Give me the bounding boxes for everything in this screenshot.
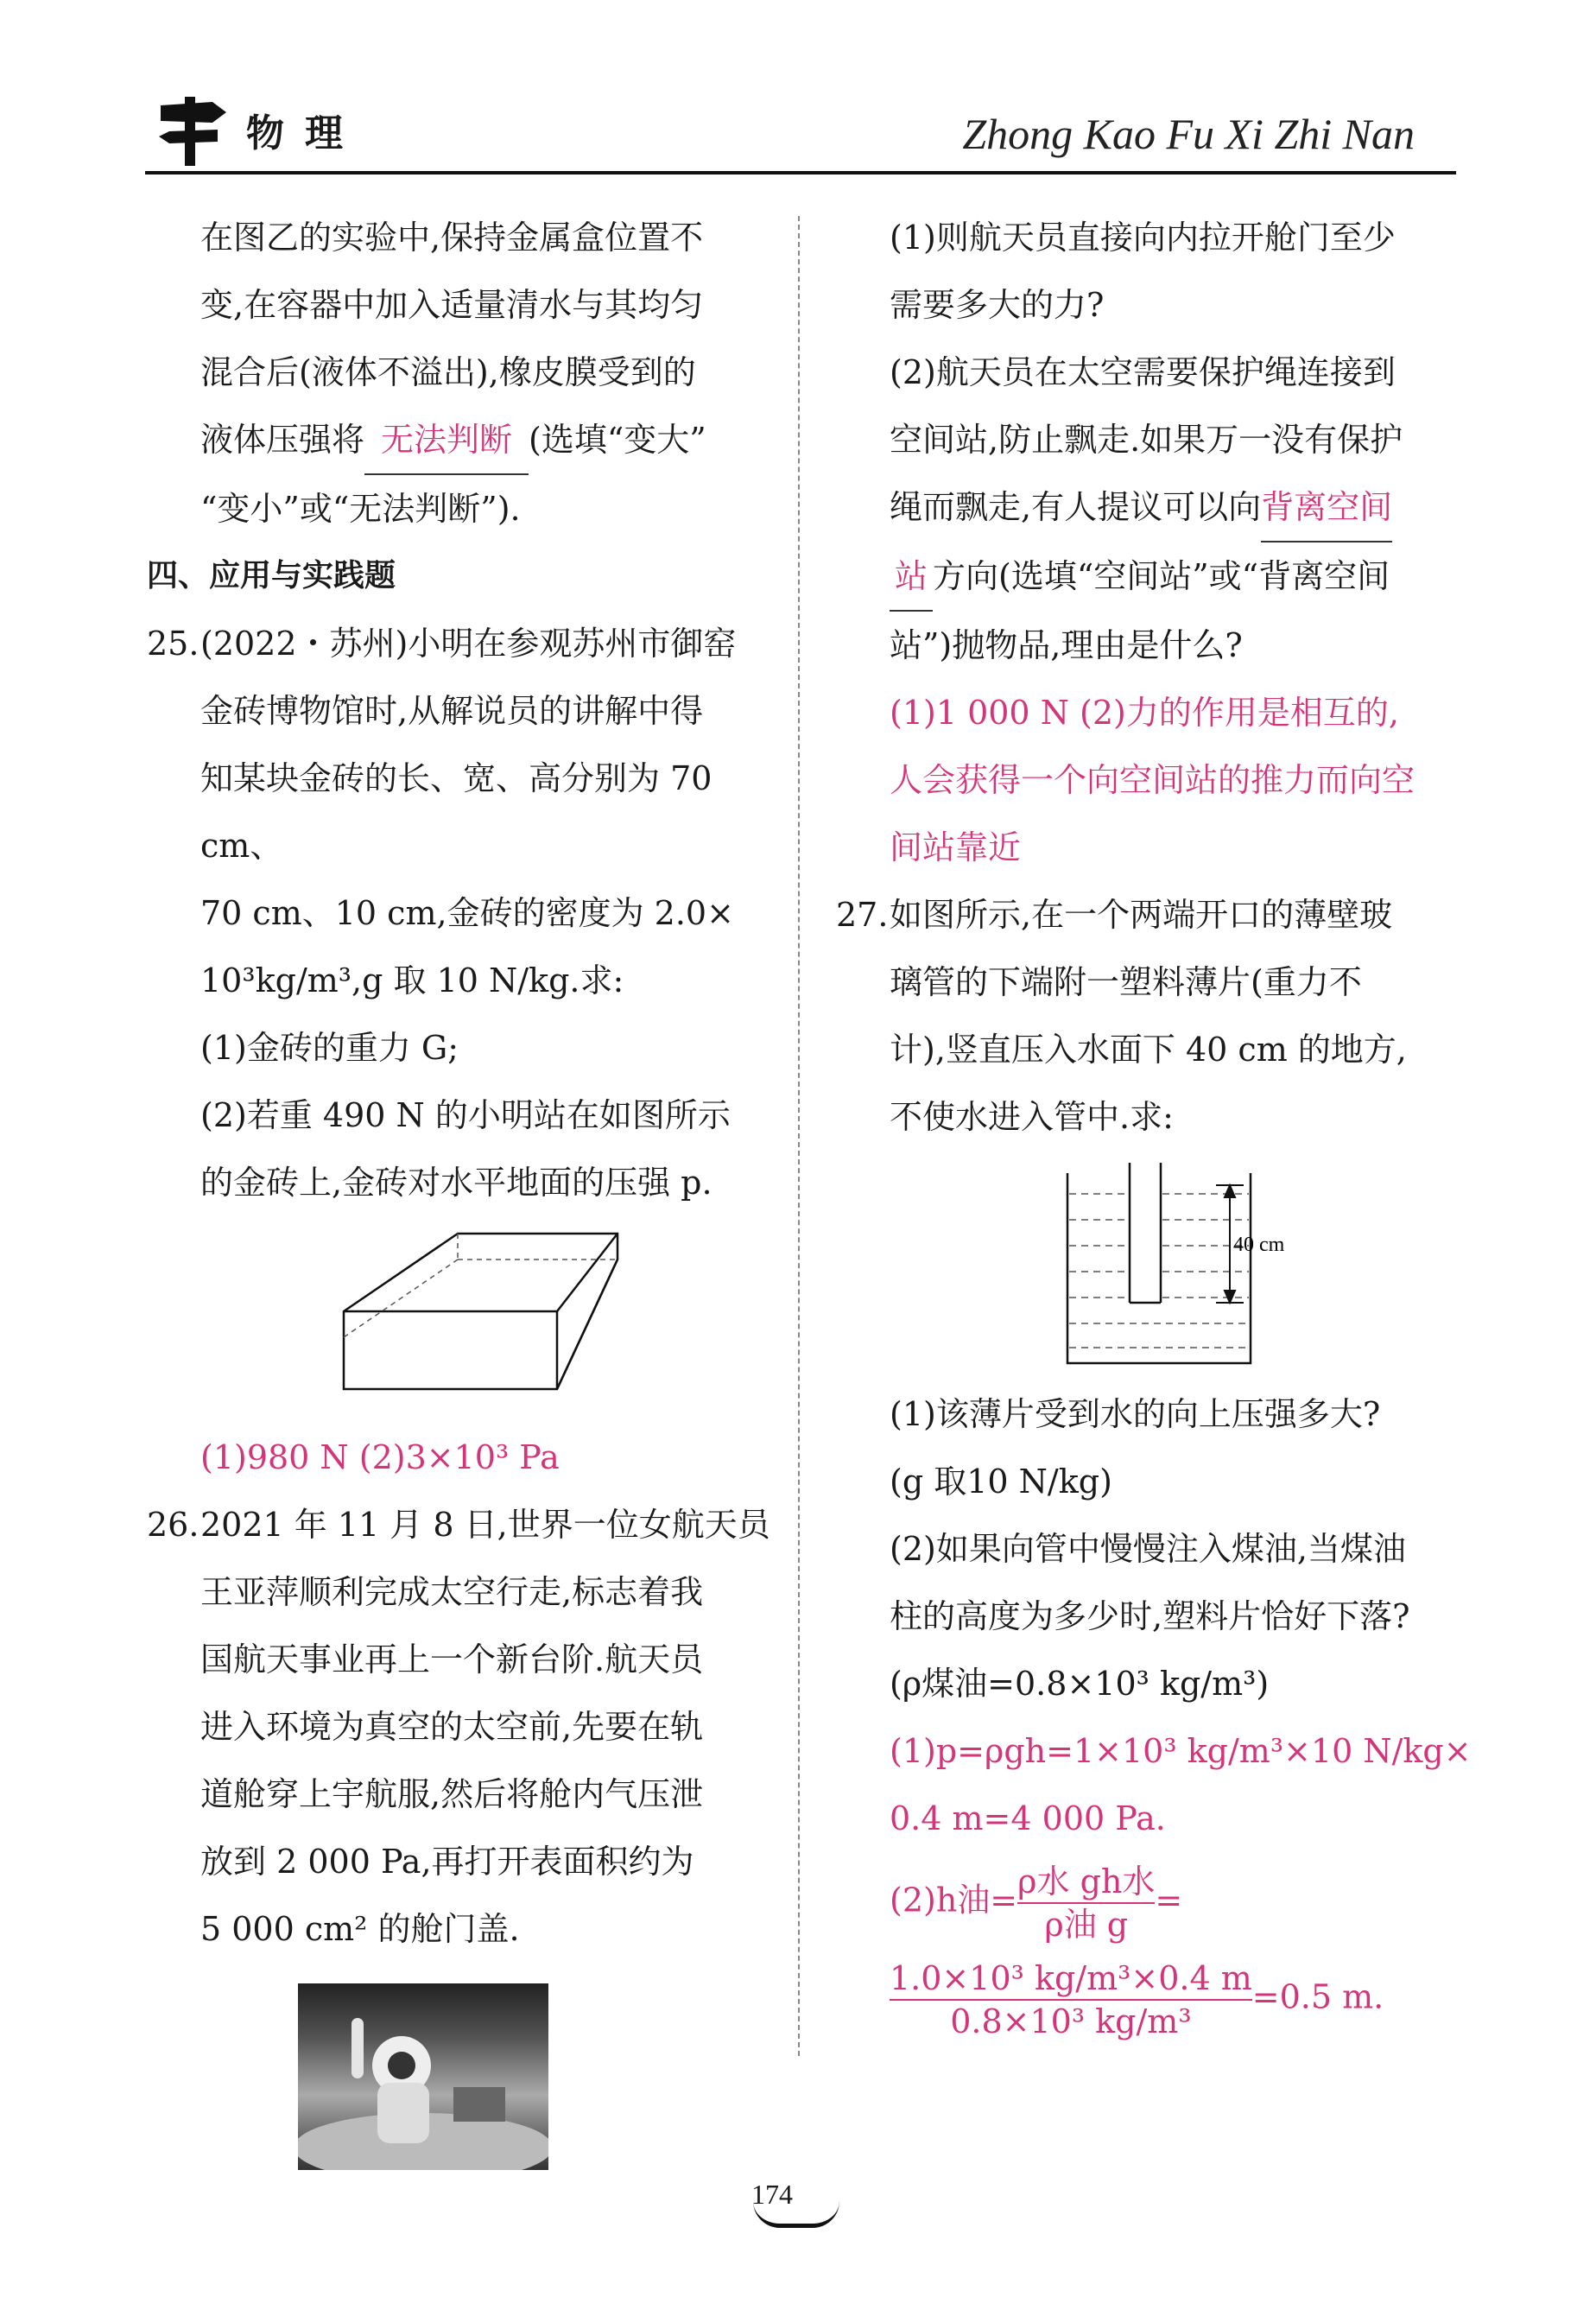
q25-answer: (1)980 N (2)3×10³ Pa	[200, 1438, 560, 1476]
text-line: 放到 2 000 Pa,再打开表面积约为	[200, 1843, 694, 1881]
text-span: =0.5 m.	[1251, 1977, 1384, 2016]
left-column	[147, 204, 777, 2170]
text-span: (2)h油=	[890, 1881, 1018, 1919]
text-span: 2021 年 11 月 8 日,世界一位女航天员	[200, 1506, 770, 1544]
text-span: 绳而飘走,有人提议可以向	[890, 488, 1262, 526]
text-line: (ρ煤油=0.8×10³ kg/m³)	[890, 1665, 1270, 1703]
question-26	[147, 1491, 777, 1558]
text-span: 如图所示,在一个两端开口的薄壁玻	[890, 896, 1393, 934]
text-line: 站”)抛物品,理由是什么?	[890, 626, 1243, 664]
text-line: “变小”或“无法判断”).	[200, 490, 521, 528]
question-number: 27.	[836, 896, 889, 934]
text-line: 国航天事业再上一个新台阶.航天员	[200, 1640, 704, 1678]
text-line	[836, 473, 1475, 543]
text-line: (1)该薄片受到水的向上压强多大?	[890, 1395, 1381, 1433]
page-number: 174	[751, 2179, 793, 2210]
signpost-logo	[152, 90, 238, 168]
text-line: (1)金砖的重力 G;	[200, 1029, 459, 1067]
tube-in-water-figure	[836, 1156, 1475, 1380]
text-line: 王亚萍顺利完成太空行走,标志着我	[200, 1573, 704, 1611]
brick-figure	[147, 1225, 777, 1424]
astronaut-photo	[298, 1983, 548, 2170]
answer-blank: 站	[890, 543, 933, 612]
text-line: (1)则航天员直接向内拉开舱门至少	[890, 219, 1396, 257]
fraction	[890, 1958, 1252, 2042]
text-line	[836, 543, 1475, 612]
text-line: (2)航天员在太空需要保护绳连接到	[890, 353, 1396, 391]
text-line: 空间站,防止飘走.如果万一没有保护	[890, 421, 1403, 459]
text-line: (2)若重 490 N 的小明站在如图所示	[200, 1096, 731, 1134]
page-number-ornament	[753, 2201, 839, 2228]
fraction	[1017, 1861, 1155, 1945]
text-span: =	[1155, 1881, 1183, 1919]
q27-answer-formula	[836, 1958, 1475, 2042]
text-line: 的金砖上,金砖对水平地面的压强 p.	[200, 1164, 712, 1202]
text-line: 计),竖直压入水面下 40 cm 的地方,	[890, 1031, 1407, 1069]
question-number: 25.	[147, 625, 200, 663]
denominator: ρ油 g	[1044, 1906, 1129, 1944]
depth-label: 40 cm	[1233, 1234, 1285, 1256]
question-25	[147, 610, 777, 677]
q26-answer: (1)1 000 N (2)力的作用是相互的,	[890, 694, 1399, 732]
text-line: 混合后(液体不溢出),橡皮膜受到的	[200, 353, 696, 391]
column-divider	[798, 216, 800, 2056]
question-27	[836, 881, 1475, 949]
text-span: (2022・苏州)小明在参观苏州市御窑	[200, 625, 737, 663]
text-line: 金砖博物馆时,从解说员的讲解中得	[200, 692, 704, 730]
text-line: (g 取10 N/kg)	[890, 1463, 1112, 1501]
q27-answer: 0.4 m=4 000 Pa.	[890, 1799, 1166, 1837]
text-line: 70 cm、10 cm,金砖的密度为 2.0×	[200, 894, 734, 932]
q26-answer: 人会获得一个向空间站的推力而向空	[890, 761, 1416, 799]
text-line: 璃管的下端附一塑料薄片(重力不	[890, 963, 1362, 1001]
text-line: 道舱穿上宇航服,然后将舱内气压泄	[200, 1775, 704, 1813]
question-number: 26.	[147, 1506, 200, 1544]
text-span: 液体压强将	[200, 421, 365, 459]
text-line: 不使水进入管中.求:	[890, 1098, 1174, 1136]
text-line: 知某块金砖的长、宽、高分别为 70 cm、	[200, 759, 712, 865]
text-line: 在图乙的实验中,保持金属盒位置不	[200, 219, 704, 257]
text-line: (2)如果向管中慢慢注入煤油,当煤油	[890, 1530, 1406, 1568]
q27-answer: (1)p=ρgh=1×10³ kg/m³×10 N/kg×	[890, 1732, 1472, 1770]
numerator: ρ水 gh水	[1017, 1861, 1155, 1904]
subject-title: 物理	[246, 111, 364, 155]
q27-answer-formula	[836, 1861, 1475, 1945]
right-column	[836, 204, 1475, 2042]
header-rule	[145, 171, 1456, 174]
answer-blank: 无法判断	[364, 406, 529, 475]
q26-answer: 间站靠近	[890, 828, 1022, 866]
numerator: 1.0×10³ kg/m³×0.4 m	[890, 1958, 1252, 2001]
text-line: 5 000 cm² 的舱门盖.	[200, 1910, 520, 1948]
text-line	[147, 406, 777, 475]
text-line: 柱的高度为多少时,塑料片恰好下落?	[890, 1597, 1410, 1635]
text-span: (选填“变大”	[529, 421, 706, 459]
text-span: 方向(选填“空间站”或“背离空间	[933, 557, 1390, 595]
denominator: 0.8×10³ kg/m³	[950, 2002, 1192, 2040]
section-heading: 四、应用与实践题	[147, 558, 396, 593]
text-line: 10³kg/m³,g 取 10 N/kg.求:	[200, 961, 624, 999]
text-line: 变,在容器中加入适量清水与其均匀	[200, 286, 704, 324]
series-title: Zhong Kao Fu Xi Zhi Nan	[962, 110, 1415, 158]
astronaut-illustration	[298, 1983, 548, 2170]
answer-blank: 背离空间	[1261, 473, 1392, 543]
text-line: 需要多大的力?	[890, 286, 1105, 324]
text-line: 进入环境为真空的太空前,先要在轨	[200, 1708, 704, 1746]
